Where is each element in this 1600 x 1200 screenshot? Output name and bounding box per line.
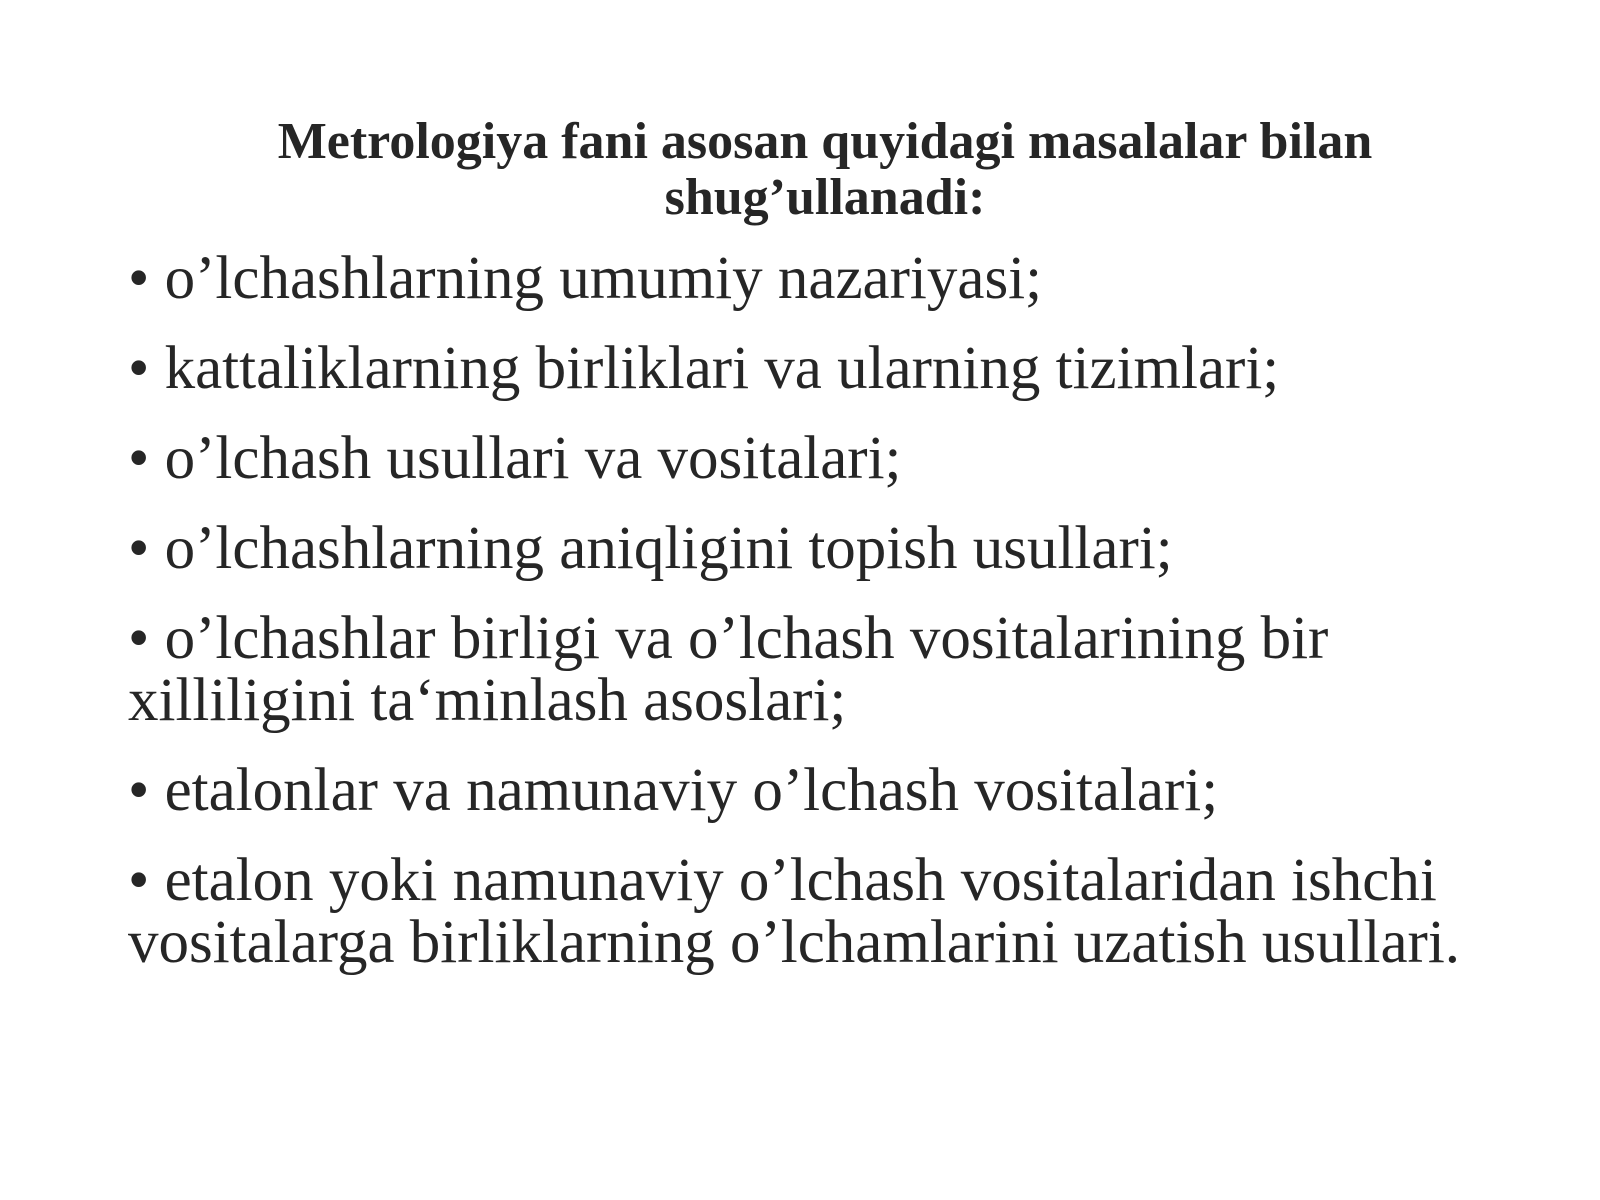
bullet-icon: •	[128, 425, 150, 492]
list-item-text: o’lchash usullari va vositalari;	[164, 425, 902, 492]
list-item	[128, 425, 1508, 492]
list-item	[128, 757, 1508, 824]
list-item-text: kattaliklarning birliklari va ularning tizimlari;	[164, 335, 1280, 402]
bullet-list	[128, 245, 1508, 1002]
bullet-icon: •	[128, 757, 150, 824]
list-item	[128, 605, 1508, 734]
list-item-text: etalonlar va namunaviy o’lchash vositalari;	[164, 757, 1219, 824]
list-item	[128, 847, 1508, 976]
bullet-icon: •	[128, 335, 150, 402]
slide-title: Metrologiya fani asosan quyidagi masalalar bilan shug’ullanadi:	[277, 113, 1373, 226]
list-item-text: o’lchashlarning aniqligini topish usullari;	[164, 515, 1173, 582]
list-item	[128, 245, 1508, 312]
bullet-icon: •	[128, 847, 150, 914]
list-item	[128, 515, 1508, 582]
bullet-icon: •	[128, 245, 150, 312]
list-item-text: o’lchashlarning umumiy nazariyasi;	[164, 245, 1043, 312]
bullet-icon: •	[128, 515, 150, 582]
bullet-icon: •	[128, 605, 150, 672]
list-item	[128, 335, 1508, 402]
list-item-text: etalon yoki namunaviy o’lchash vositalaridan ishchi vositalarga birliklarning o’lchamlarini uzatish usullari.	[128, 847, 1461, 976]
list-item-text: o’lchashlar birligi va o’lchash vositalarining bir xilliligini ta‘minlash asoslari;	[128, 605, 1329, 734]
